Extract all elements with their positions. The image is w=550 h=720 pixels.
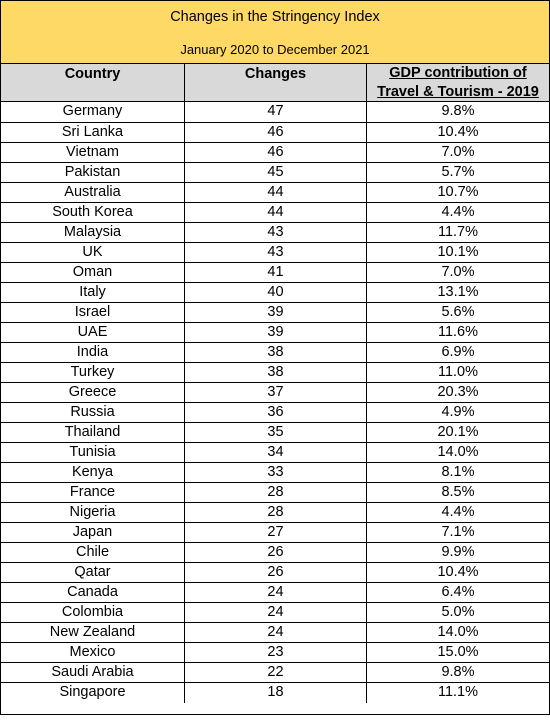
gdp-cell: 20.1%: [366, 423, 549, 442]
country-cell: Colombia: [61, 604, 124, 620]
gdp-cell: 7.0%: [366, 143, 549, 162]
table-row: [1, 683, 549, 703]
gdp-cell: 4.9%: [366, 403, 549, 422]
country-cell: India: [76, 344, 109, 360]
gdp-cell: 5.6%: [366, 303, 549, 322]
changes-cell: 24: [184, 603, 366, 622]
gdp-cell: 5.7%: [366, 163, 549, 182]
gdp-cell: 14.0%: [366, 623, 549, 642]
table-body: [1, 102, 549, 703]
table-row: [1, 243, 549, 263]
table-subtitle: January 2020 to December 2021: [180, 42, 370, 57]
column-header-gdp-line2: Travel & Tourism - 2019: [377, 84, 539, 100]
table-row: [1, 443, 549, 463]
country-cell: Japan: [72, 524, 113, 540]
column-header-gdp: [366, 64, 549, 101]
country-cell: Oman: [72, 264, 113, 280]
country-cell: Canada: [67, 584, 118, 600]
gdp-cell: 11.1%: [366, 683, 549, 703]
changes-cell: 39: [184, 323, 366, 342]
table-row: [1, 583, 549, 603]
table-row: [1, 623, 549, 643]
table-row: [1, 403, 549, 423]
table-row: [1, 523, 549, 543]
country-cell: Chile: [75, 544, 110, 560]
changes-cell: 26: [184, 563, 366, 582]
country-cell: Sri Lanka: [61, 124, 124, 140]
changes-cell: 47: [184, 102, 366, 122]
country-cell: Israel: [74, 304, 111, 320]
changes-cell: 22: [184, 663, 366, 682]
table-row: [1, 163, 549, 183]
table-row: [1, 203, 549, 223]
table-title: Changes in the Stringency Index: [170, 9, 380, 25]
gdp-cell: 9.8%: [366, 102, 549, 122]
changes-cell: 26: [184, 543, 366, 562]
changes-cell: 41: [184, 263, 366, 282]
gdp-cell: 11.0%: [366, 363, 549, 382]
changes-cell: 27: [184, 523, 366, 542]
gdp-cell: 11.7%: [366, 223, 549, 242]
country-cell: Singapore: [59, 684, 126, 700]
table-row: [1, 303, 549, 323]
changes-cell: 44: [184, 203, 366, 222]
country-cell: Italy: [79, 284, 106, 300]
gdp-cell: 13.1%: [366, 283, 549, 302]
country-cell: Mexico: [69, 644, 116, 660]
table-row: [1, 463, 549, 483]
gdp-cell: 6.4%: [366, 583, 549, 602]
gdp-cell: 10.1%: [366, 243, 549, 262]
changes-cell: 37: [184, 383, 366, 402]
changes-cell: 40: [184, 283, 366, 302]
table-row: [1, 343, 549, 363]
country-cell: Malaysia: [63, 224, 122, 240]
changes-cell: 39: [184, 303, 366, 322]
country-cell: Tunisia: [69, 444, 116, 460]
gdp-cell: 5.0%: [366, 603, 549, 622]
changes-cell: 46: [184, 143, 366, 162]
table-row: [1, 102, 549, 123]
gdp-cell: 8.5%: [366, 483, 549, 502]
changes-cell: 44: [184, 183, 366, 202]
country-cell: Saudi Arabia: [51, 664, 134, 680]
table-row: [1, 323, 549, 343]
changes-cell: 23: [184, 643, 366, 662]
changes-cell: 43: [184, 223, 366, 242]
table-row: [1, 663, 549, 683]
table-row: [1, 123, 549, 143]
gdp-cell: 7.1%: [366, 523, 549, 542]
table-row: [1, 183, 549, 203]
country-cell: Germany: [62, 103, 123, 119]
changes-cell: 46: [184, 123, 366, 142]
table-row: [1, 383, 549, 403]
country-cell: Kenya: [71, 464, 114, 480]
column-header-changes: Changes: [184, 64, 366, 101]
changes-cell: 35: [184, 423, 366, 442]
gdp-cell: 7.0%: [366, 263, 549, 282]
country-cell: UAE: [77, 324, 108, 340]
country-cell: Australia: [64, 184, 121, 200]
changes-cell: 33: [184, 463, 366, 482]
table-row: [1, 143, 549, 163]
changes-cell: 28: [184, 503, 366, 522]
country-cell: Turkey: [70, 364, 115, 380]
changes-cell: 36: [184, 403, 366, 422]
gdp-cell: 4.4%: [366, 203, 549, 222]
table-row: [1, 283, 549, 303]
table-row: [1, 543, 549, 563]
country-cell: Russia: [70, 404, 115, 420]
table-row: [1, 563, 549, 583]
gdp-cell: 4.4%: [366, 503, 549, 522]
gdp-cell: 9.8%: [366, 663, 549, 682]
country-cell: Pakistan: [64, 164, 121, 180]
gdp-cell: 10.4%: [366, 563, 549, 582]
changes-cell: 18: [184, 683, 366, 703]
country-cell: Greece: [68, 384, 117, 400]
gdp-cell: 8.1%: [366, 463, 549, 482]
changes-cell: 38: [184, 363, 366, 382]
changes-cell: 24: [184, 583, 366, 602]
table-row: [1, 603, 549, 623]
table-row: [1, 483, 549, 503]
country-cell: Qatar: [74, 564, 111, 580]
gdp-cell: 14.0%: [366, 443, 549, 462]
table-row: [1, 503, 549, 523]
country-cell: South Korea: [52, 204, 133, 220]
changes-cell: 38: [184, 343, 366, 362]
title-block: [1, 1, 549, 64]
table-row: [1, 363, 549, 383]
changes-cell: 43: [184, 243, 366, 262]
gdp-cell: 15.0%: [366, 643, 549, 662]
table-header-row: [1, 64, 549, 102]
changes-cell: 45: [184, 163, 366, 182]
table-row: [1, 263, 549, 283]
gdp-cell: 20.3%: [366, 383, 549, 402]
country-cell: UK: [82, 244, 103, 260]
table-row: [1, 223, 549, 243]
changes-cell: 34: [184, 443, 366, 462]
table-row: [1, 643, 549, 663]
column-header-country: Country: [64, 66, 121, 82]
country-cell: Thailand: [64, 424, 121, 440]
country-cell: France: [69, 484, 116, 500]
country-cell: New Zealand: [49, 624, 136, 640]
gdp-cell: 9.9%: [366, 543, 549, 562]
table-row: [1, 423, 549, 443]
gdp-cell: 6.9%: [366, 343, 549, 362]
column-header-gdp-line1: GDP contribution of: [389, 65, 527, 81]
changes-cell: 28: [184, 483, 366, 502]
changes-cell: 24: [184, 623, 366, 642]
gdp-cell: 11.6%: [366, 323, 549, 342]
country-cell: Nigeria: [69, 504, 116, 520]
gdp-cell: 10.7%: [366, 183, 549, 202]
country-cell: Vietnam: [66, 144, 119, 160]
gdp-cell: 10.4%: [366, 123, 549, 142]
